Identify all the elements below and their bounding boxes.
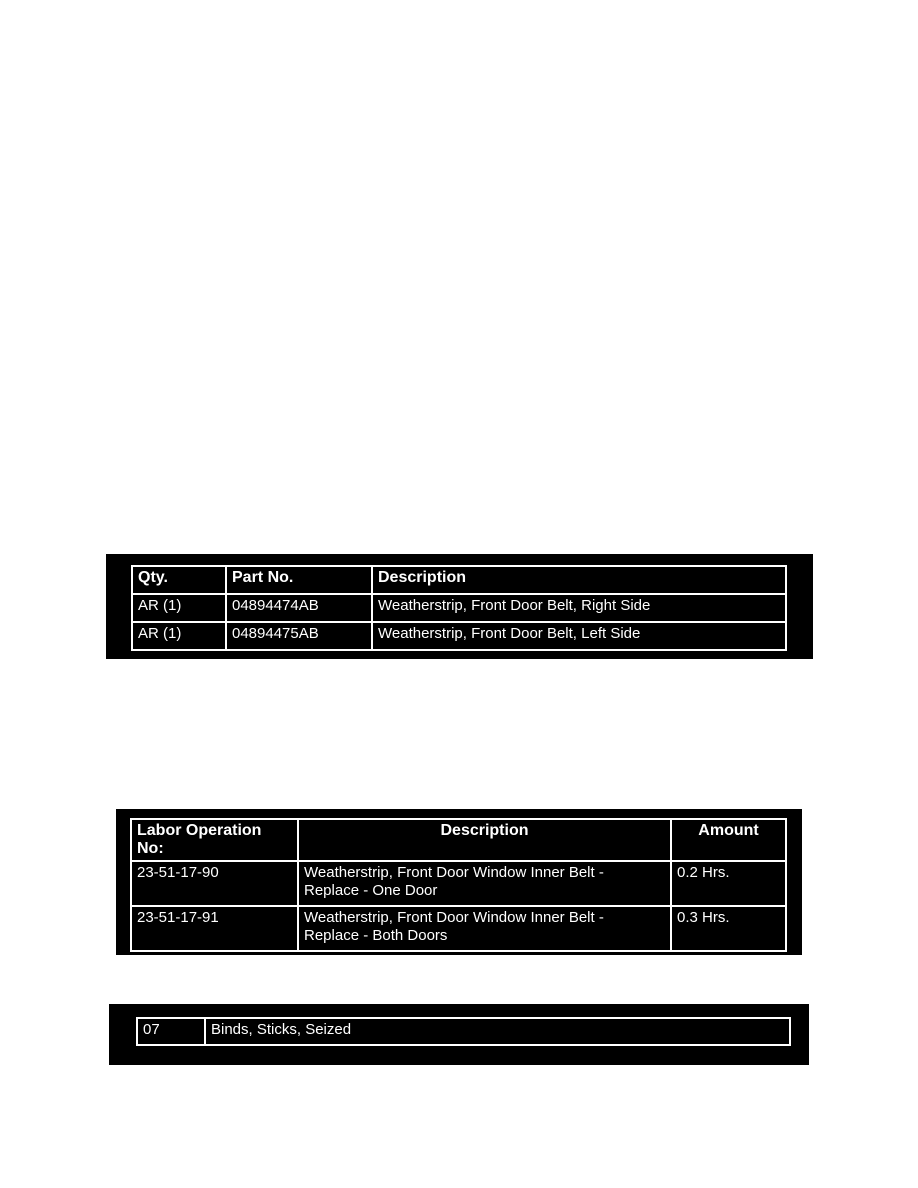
- parts-header-description: Description: [372, 566, 786, 594]
- labor-table: [130, 818, 787, 952]
- failure-code-table: [136, 1017, 791, 1046]
- table-row: [132, 622, 786, 650]
- labor-amount-cell: 0.2 Hrs.: [671, 861, 786, 906]
- table-row: [131, 906, 786, 951]
- labor-amount-cell: 0.3 Hrs.: [671, 906, 786, 951]
- labor-operation-no-cell: 23-51-17-90: [131, 861, 298, 906]
- labor-table-panel: [116, 809, 802, 955]
- table-row: [131, 861, 786, 906]
- labor-description-cell: Weatherstrip, Front Door Window Inner Belt - Replace - One Door: [298, 861, 671, 906]
- parts-part-no-cell: 04894474AB: [226, 594, 372, 622]
- labor-operation-no-cell: 23-51-17-91: [131, 906, 298, 951]
- parts-table-header-row: [132, 566, 786, 594]
- labor-header-amount: Amount: [671, 819, 786, 861]
- labor-header-operation-no: Labor Operation No:: [131, 819, 298, 861]
- parts-part-no-cell: 04894475AB: [226, 622, 372, 650]
- parts-qty-cell: AR (1): [132, 622, 226, 650]
- labor-table-header-row: [131, 819, 786, 861]
- failure-code-panel: [109, 1004, 809, 1065]
- parts-description-cell: Weatherstrip, Front Door Belt, Right Side: [372, 594, 786, 622]
- table-row: [132, 594, 786, 622]
- parts-table-panel: [106, 554, 813, 659]
- failure-description-cell: Binds, Sticks, Seized: [205, 1018, 790, 1045]
- labor-header-description: Description: [298, 819, 671, 861]
- parts-header-part-no: Part No.: [226, 566, 372, 594]
- parts-table: [131, 565, 787, 651]
- parts-qty-cell: AR (1): [132, 594, 226, 622]
- table-row: [137, 1018, 790, 1045]
- labor-description-cell: Weatherstrip, Front Door Window Inner Belt - Replace - Both Doors: [298, 906, 671, 951]
- parts-header-qty: Qty.: [132, 566, 226, 594]
- failure-code-cell: 07: [137, 1018, 205, 1045]
- parts-description-cell: Weatherstrip, Front Door Belt, Left Side: [372, 622, 786, 650]
